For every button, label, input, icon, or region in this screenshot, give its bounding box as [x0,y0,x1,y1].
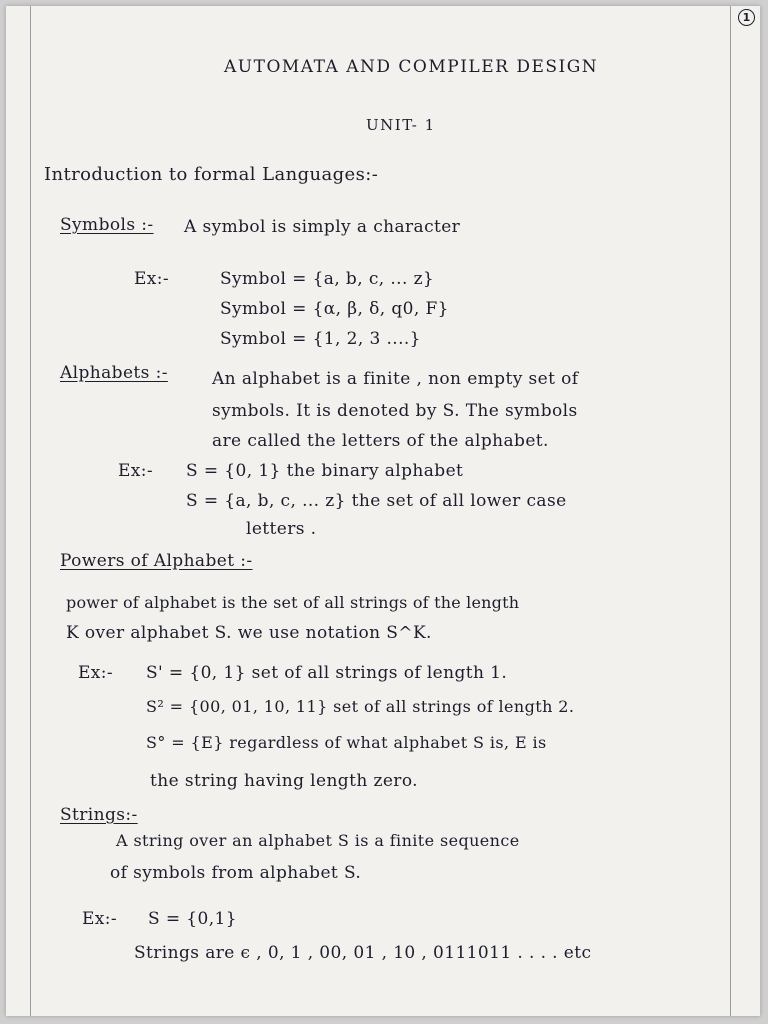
intro-heading: Introduction to formal Languages:- [44,164,379,185]
symbols-example: Symbol = {a, b, c, ... z} [220,269,435,289]
powers-heading: Powers of Alphabet :- [60,551,253,571]
symbols-heading: Symbols :- [60,215,154,235]
strings-ex-label: Ex:- [82,909,118,929]
notebook-page [6,6,760,1016]
powers-example: S° = {E} regardless of what alphabet S is, E is [146,733,547,752]
right-margin-line [730,6,731,1016]
symbols-definition: A symbol is simply a character [184,217,461,237]
symbols-example: Symbol = {α, β, δ, q0, F} [220,299,449,319]
strings-heading: Strings:- [60,805,138,825]
alphabets-line: An alphabet is a finite , non empty set of [212,369,579,389]
alphabets-example: S = {a, b, c, ... z} the set of all lower case [186,491,567,511]
alphabets-example-cont: letters . [246,519,317,539]
page-number: 1 [738,9,755,26]
symbols-example: Symbol = {1, 2, 3 ....} [220,329,421,349]
strings-line: A string over an alphabet S is a finite sequence [116,831,520,850]
alphabets-example: S = {0, 1} the binary alphabet [186,461,464,481]
powers-line: K over alphabet S. we use notation S^K. [66,623,432,643]
strings-result: Strings are ϵ , 0, 1 , 00, 01 , 10 , 0111011 . . . . etc [134,943,592,963]
symbols-ex-label: Ex:- [134,269,170,289]
strings-example: S = {0,1} [148,909,237,929]
left-margin-line [30,6,31,1016]
powers-line: power of alphabet is the set of all strings of the length [66,593,520,612]
alphabets-line: are called the letters of the alphabet. [212,431,549,451]
strings-line: of symbols from alphabet S. [110,863,362,883]
alphabets-heading: Alphabets :- [60,363,168,383]
powers-ex-label: Ex:- [78,663,114,683]
page-title: AUTOMATA AND COMPILER DESIGN [224,57,599,77]
powers-example-cont: the string having length zero. [150,771,418,791]
powers-example: S² = {00, 01, 10, 11} set of all strings of length 2. [146,697,575,716]
alphabets-ex-label: Ex:- [118,461,154,481]
unit-label: UNIT- 1 [366,116,436,134]
alphabets-line: symbols. It is denoted by S. The symbols [212,401,578,421]
powers-example: S' = {0, 1} set of all strings of length 1. [146,663,508,683]
